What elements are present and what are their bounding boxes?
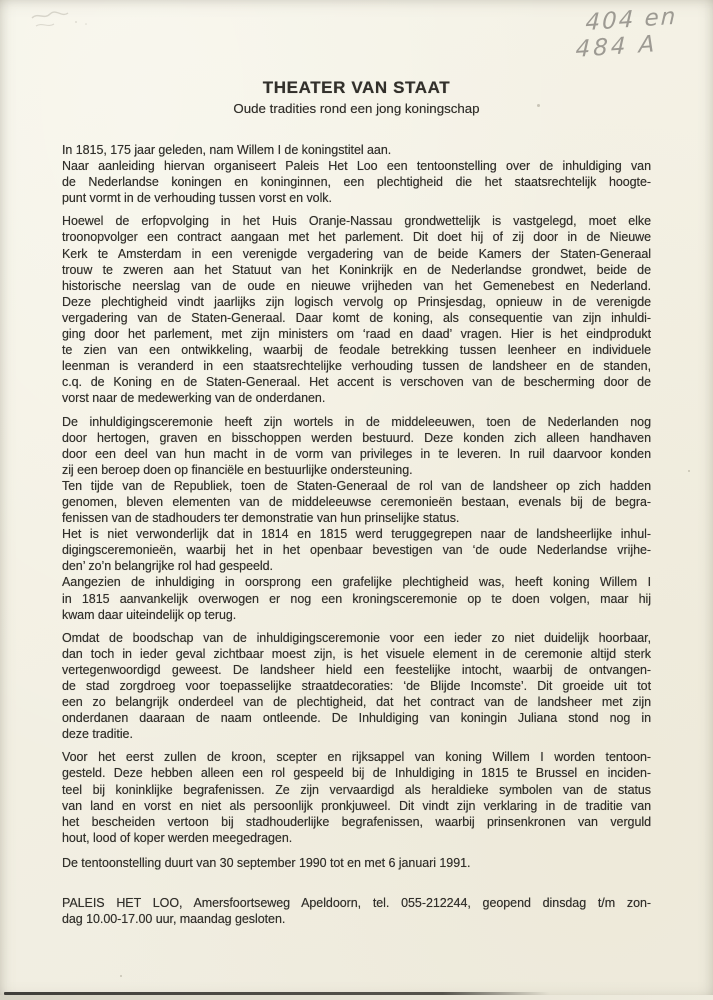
scan-speck [688, 470, 690, 472]
text-line: Het is niet verwonderlijk dat in 1814 en 1815 werd teruggegrepen naar de landsheerlijke inhul- [62, 527, 651, 542]
text-line: troonopvolger een contract aangaan met het parlement. Dit doet hij of zij door in de Nieuwe [62, 230, 651, 245]
text-line: ging door het parlement, met zijn ministers om ‘raad en daad’ vragen. Hier is het eindprodukt [62, 327, 651, 342]
handwritten-note-line2: 484 A [575, 31, 658, 63]
document-title: THEATER VAN STAAT [262, 78, 451, 97]
text-line: vorst naar de medewerking van de onderdanen. [62, 391, 326, 406]
text-line: historische neerslag van de oude en nieuwe vrijheden van het Gemenebest en Nederland. [62, 278, 651, 293]
text-line: dan toch in ieder geval zichtbaar moest zijn, is het visuele element in de ceremonie altijd sterk [62, 646, 651, 661]
text-line: een zo belangrijk onderdeel van de plechtigheid, dat het contract van de landsheer met zijn [62, 695, 651, 710]
text-line: zij een beroep doen op financiële en bestuurlijke ondersteuning. [62, 462, 413, 477]
text-line: Kerk te Amsterdam in een verenigde vergadering van de beide Kamers der Staten-Generaal [62, 246, 651, 261]
text-line: Omdat de boodschap van de inhuldigingsceremonie voor een ieder zo niet duidelijk hoorbaar, [62, 630, 651, 645]
text-line: vergadering van de Staten-Generaal. Daar komt de koning, als consequentie van zijn inhuldi- [62, 310, 651, 325]
history-paragraph [62, 414, 651, 623]
text-line: trouw te zweren aan het Statuut van het Koninkrijk en de Nederlandse grondwet, beide de [62, 262, 651, 277]
text-line: dag 10.00-17.00 uur, maandag gesloten. [62, 912, 286, 927]
text-line: gesteld. Deze hebben alleen een rol gespeeld bij de Inhuldiging in 1815 te Brussel en inciden- [62, 766, 651, 781]
text-line: door een deel van hun macht in de vorm van privileges in te leveren. In ruil daarvoor konden [62, 446, 651, 461]
scan-speck [120, 975, 122, 977]
text-line: hout, lood of koper werden meegedragen. [62, 830, 293, 845]
scan-paper-bottom-edge [4, 992, 566, 995]
text-line: vertegenwoordigd geweest. De landsheer hield een feestelijke intocht, waarbij de ontvangen- [62, 662, 651, 677]
text-line: De inhuldigingsceremonie heeft zijn wortels in de middeleeuwen, toen de Nederlanden nog [62, 414, 651, 429]
text-line: den’ zo’n belangrijke rol had gespeeld. [62, 559, 273, 574]
text-line: fenissen van de stadhouders ter demonstratie van hun prinselijke status. [62, 511, 460, 526]
visual-element-paragraph [62, 630, 651, 743]
document-subtitle: Oude tradities rond een jong koningschap [233, 101, 480, 116]
contact-info [62, 895, 651, 927]
regalia-paragraph [62, 749, 651, 846]
exhibition-dates [62, 855, 651, 871]
text-line: punt vormt in de verhouding tussen vorst en volk. [62, 191, 332, 206]
text-line: Voor het eerst zullen de kroon, scepter en rijksappel van koning Willem I worden tentoon- [62, 750, 651, 765]
text-line: de Nederlandse koningen en koninginnen, een plechtigheid die het staatsrechtelijk hoogte- [62, 175, 651, 190]
handwritten-note-line1: 404 en [585, 3, 678, 37]
text-line: c.q. de Koning en de Staten-Generaal. Het accent is verschoven van de bescherming door de [62, 375, 651, 390]
text-line: Aangezien de inhuldiging in oorsprong een grafelijke plechtigheid was, heeft koning Willem I [62, 575, 651, 590]
text-line: onderdanen daaraan de naam ontleende. De Inhuldiging van koningin Juliana stond nog in [62, 711, 651, 726]
text-line: Deze plechtigheid vindt jaarlijks zijn logisch vervolg op Prinsjesdag, opnieuw in de verenigde [62, 294, 651, 309]
text-line: Ten tijde van de Republiek, toen de Staten-Generaal de rol van de landsheer op zich hadden [62, 478, 651, 493]
text-line: In 1815, 175 jaar geleden, nam Willem I de koningstitel aan. [62, 143, 392, 157]
document-content [62, 78, 651, 934]
text-line: genomen, bleven elementen van de middeleeuwse ceremonieën bestaan, evenals bij de begra- [62, 494, 651, 509]
text-line: leenman is veranderd in een staatsrechtelijke verhouding tussen de landsheer en de standen, [62, 359, 651, 374]
text-line: te zien van een ontwikkeling, waarbij de feodale betrekking tussen leenheer en individuele [62, 343, 651, 358]
text-line: kwam daar uiteindelijk op terug. [62, 607, 237, 622]
text-line: teel bij koninklijke begrafenissen. Ze zijn vervaardigd als heraldieke symbolen van de status [62, 782, 651, 797]
constitution-paragraph [62, 213, 651, 406]
text-line: Hoewel de erfopvolging in het Huis Oranje-Nassau grondwettelijk is vastgelegd, moet elke [62, 214, 651, 229]
text-line: door hertogen, graven en bisschoppen werden bestuurd. Deze konden zich alleen handhaven [62, 430, 651, 445]
text-line: deze traditie. [62, 727, 133, 742]
document-body [62, 142, 651, 927]
intro-paragraph [62, 142, 651, 206]
faint-pencil-scribble [28, 4, 98, 36]
text-line: in 1815 aanvankelijk overwogen er nog een kroningsceremonie op te doen volgen, maar hij [62, 591, 651, 606]
text-line: Naar aanleiding hiervan organiseert Paleis Het Loo een tentoonstelling over de inhuldiging van [62, 159, 651, 174]
text-line: PALEIS HET LOO, Amersfoortseweg Apeldoorn, tel. 055-212244, geopend dinsdag t/m zon- [62, 896, 651, 911]
handwritten-annotation [575, 2, 706, 63]
text-line: van land en vorst en niet als persoonlijk pronkjuweel. Dit vindt zijn verklaring in de traditie van [62, 798, 651, 813]
scan-speck [537, 104, 540, 107]
text-line: het bescheiden vertoon bij stadhouderlijke begrafenissen, waarbij prinsenkronen van verguld [62, 814, 651, 829]
scan-bottom-shadow [0, 995, 713, 1000]
text-line: de stad zorgdroeg voor toepasselijke straatdecoraties: ‘de Blijde Incomste’. Dit groeide uit tot [62, 679, 651, 693]
text-line: digingsceremonieën, waarbij het in het openbaar bevestigen van ‘de oude Nederlandse vrijhe- [62, 543, 651, 558]
text-line: De tentoonstelling duurt van 30 september 1990 tot en met 6 januari 1991. [62, 855, 471, 870]
